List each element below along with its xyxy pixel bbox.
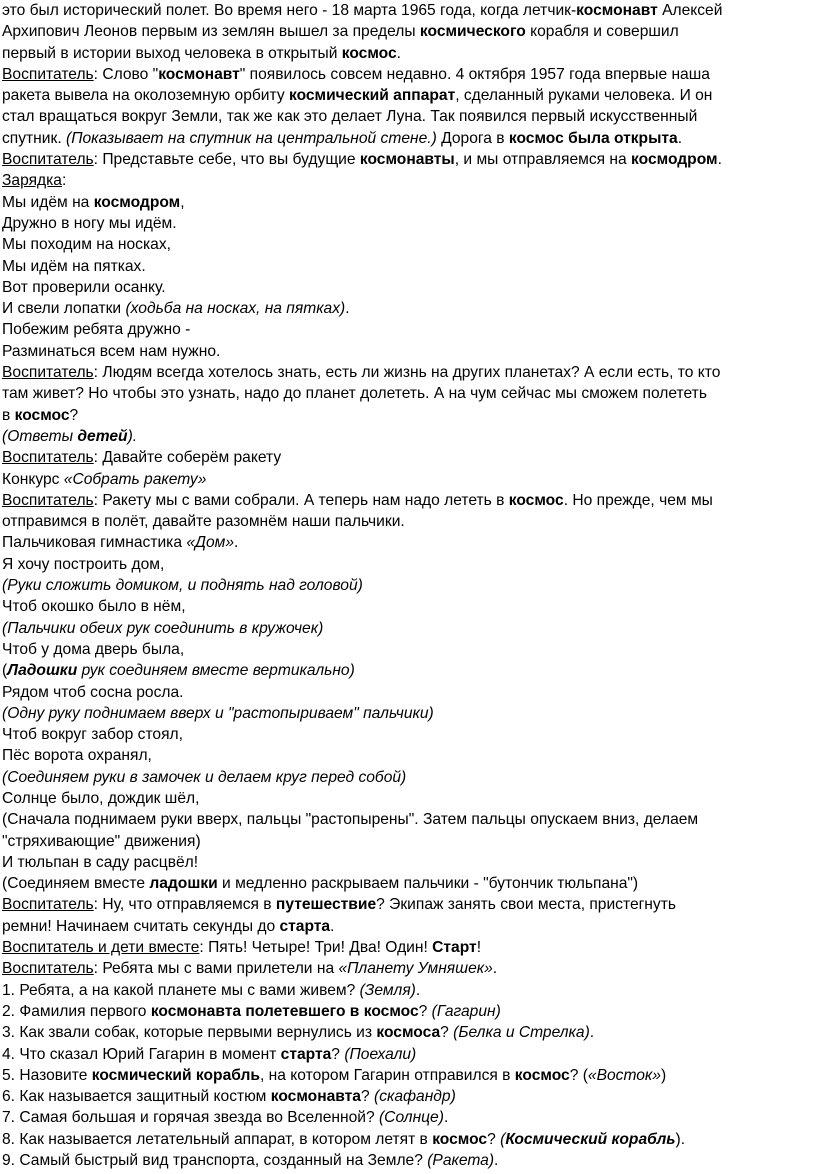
text-run: Дружно в ногу мы идём.: [2, 214, 177, 232]
text-line: [2, 85, 812, 106]
text-run: .: [415, 981, 421, 999]
speaker-label: Воспитатель: [2, 896, 94, 914]
text-run: космического: [419, 23, 526, 41]
text-run: ?: [331, 1045, 345, 1063]
text-line: [2, 618, 812, 639]
text-run: 9. Самый быстрый вид транспорта, созданный на Земле?: [2, 1152, 428, 1170]
text-run: Чтоб окошко было в нём,: [2, 598, 186, 616]
text-run: .: [330, 917, 335, 935]
text-line: [2, 490, 812, 511]
text-run: (Одну руку поднимаем вверх и "растопыриваем" пальчики): [2, 704, 434, 722]
text-line: [2, 788, 812, 809]
text-line: [2, 21, 812, 42]
text-run: космонавт: [576, 2, 658, 19]
text-run: (Руки сложить домиком, и поднять над головой): [2, 577, 363, 595]
text-run: «Дом»: [186, 534, 235, 552]
text-run: (: [500, 1130, 506, 1148]
text-run: путешествие: [275, 896, 377, 914]
text-line: [2, 767, 812, 788]
text-run: Чтоб у дома дверь была,: [2, 640, 185, 658]
text-run: И тюльпан в саду расцвёл!: [2, 853, 199, 871]
speaker-label: Зарядка: [2, 172, 62, 190]
text-line: [2, 980, 812, 1001]
text-run: ): [660, 1066, 667, 1084]
text-run: ).: [675, 1130, 686, 1148]
text-run: спутник.: [2, 129, 66, 147]
text-line: [2, 64, 812, 85]
text-line: [2, 1044, 812, 1065]
text-line: [2, 660, 812, 681]
text-line: [2, 724, 812, 745]
text-run: Солнце было, дождик шёл,: [2, 789, 200, 807]
text-run: Дорога в: [436, 129, 509, 147]
text-run: 3. Как звали собак, которые первыми вернулись из: [2, 1024, 377, 1042]
text-run: «Восток»: [587, 1066, 661, 1084]
speaker-label: Воспитатель: [2, 449, 94, 467]
text-run: Старт: [432, 939, 477, 957]
text-run: 1. Ребята, а на какой планете мы с вами живем?: [2, 981, 360, 999]
text-run: (ходьба на носках, на пятках): [125, 300, 346, 318]
text-line: [2, 256, 812, 277]
text-run: .: [717, 151, 722, 169]
text-run: : Слово ": [93, 65, 159, 83]
text-line: [2, 809, 812, 830]
text-run: ,: [180, 193, 185, 211]
text-line: [2, 1086, 812, 1107]
text-run: Архипович Леонов первым из землян вышел за пределы: [2, 23, 420, 41]
text-run: , сделанный руками человека. И он: [455, 87, 713, 105]
text-run: (Показывает на спутник на центральной стене.): [66, 129, 437, 147]
text-run: космонавта: [270, 1088, 361, 1106]
text-line: [2, 1022, 812, 1043]
text-run: Пальчиковая гимнастика: [2, 534, 187, 552]
text-run: космодром: [93, 193, 181, 211]
text-line: [2, 405, 812, 426]
text-run: : Ребята мы с вами прилетели на: [93, 960, 339, 978]
text-run: ? Экипаж занять свои места, пристегнуть: [376, 896, 676, 914]
text-run: космоса: [376, 1024, 441, 1042]
text-run: космос: [508, 491, 564, 509]
speaker-label: Воспитатель: [2, 151, 94, 169]
text-line: [2, 106, 812, 127]
text-run: (Гагарин): [431, 1002, 501, 1020]
text-run: ?: [440, 1024, 454, 1042]
text-run: космонавт: [158, 65, 240, 83]
text-run: .: [677, 129, 683, 147]
text-run: и медленно раскрываем пальчики - "бутончик тюльпана"): [217, 875, 639, 893]
text-run: .: [396, 44, 402, 62]
text-run: (Ракета): [427, 1152, 495, 1170]
text-line: [2, 319, 812, 340]
text-run: ?: [69, 406, 79, 424]
text-run: космический корабль: [91, 1066, 260, 1084]
text-run: космос: [341, 44, 397, 62]
text-line: [2, 1001, 812, 1022]
text-run: " появилось совсем недавно. 4 октября 1957 года впервые наша: [239, 65, 710, 83]
text-line: [2, 213, 812, 234]
text-line: [2, 1107, 812, 1128]
text-run: Мы походим на носках,: [2, 236, 171, 254]
text-line: [2, 43, 812, 64]
text-line: [2, 234, 812, 255]
text-run: старта: [279, 917, 331, 935]
text-run: Разминаться всем нам нужно.: [2, 342, 221, 360]
text-run: «Собрать ракету»: [63, 470, 207, 488]
text-run: (: [2, 662, 8, 680]
text-run: Рядом чтоб сосна росла.: [2, 683, 184, 701]
text-line: [2, 596, 812, 617]
text-run: космонавты: [359, 151, 455, 169]
text-run: Побежим ребята дружно -: [2, 321, 191, 339]
text-run: (Поехали): [344, 1045, 417, 1063]
text-line: [2, 916, 812, 937]
text-run: : Ракету мы с вами собрали. А теперь нам надо лететь в: [93, 491, 509, 509]
text-run: там живет? Но чтобы это узнать, надо до планет долететь. А на чум сейчас мы сможем полететь: [2, 385, 707, 403]
text-line: [2, 447, 812, 468]
text-run: 7. Самая большая и горячая звезда во Вселенной?: [2, 1109, 379, 1127]
text-run: (Соединяем руки в замочек и делаем круг перед собой): [2, 768, 407, 786]
text-line: [2, 852, 812, 873]
text-run: .: [443, 1109, 449, 1127]
text-run: : Пять! Четыре! Три! Два! Один!: [199, 939, 433, 957]
text-run: (Белка и Стрелка): [453, 1024, 590, 1042]
text-run: (Солнце): [378, 1109, 444, 1127]
text-run: . Но прежде, чем мы: [563, 491, 713, 509]
text-run: .: [589, 1024, 595, 1042]
text-run: (Пальчики обеих рук соединить в кружочек): [2, 619, 324, 637]
text-run: в: [2, 406, 15, 424]
text-run: «Планету Умняшек»: [338, 960, 493, 978]
text-run: старта: [280, 1045, 332, 1063]
text-line: [2, 1150, 812, 1171]
text-run: 2. Фамилия первого: [2, 1002, 151, 1020]
text-run: отправимся в полёт, давайте разомнём наши пальчики.: [2, 513, 405, 531]
text-run: ?: [360, 1088, 374, 1106]
text-line: [2, 192, 812, 213]
text-line: [2, 469, 812, 490]
text-line: [2, 1065, 812, 1086]
text-line: [2, 426, 812, 447]
text-line: [2, 831, 812, 852]
text-run: Чтоб вокруг забор стоял,: [2, 726, 183, 744]
text-run: 5. Назовите: [2, 1066, 92, 1084]
text-run: .: [234, 534, 239, 552]
text-line: [2, 511, 812, 532]
text-run: 4. Что сказал Юрий Гагарин в момент: [2, 1045, 281, 1063]
speaker-label: Воспитатель: [2, 65, 94, 83]
text-run: , и мы отправляемся на: [454, 151, 632, 169]
text-run: : Давайте соберём ракету: [93, 449, 282, 467]
text-run: .: [494, 1152, 499, 1170]
text-run: корабля и совершил: [525, 23, 679, 41]
text-run: !: [476, 939, 482, 957]
text-run: : Ну, что отправляемся в: [93, 896, 276, 914]
text-line: [2, 532, 812, 553]
text-run: :: [61, 172, 67, 190]
text-run: первый в истории выход человека в открытый: [2, 44, 342, 62]
text-run: Я хочу построить дом,: [2, 555, 165, 573]
text-line: [2, 873, 812, 894]
speaker-label: Воспитатель и дети вместе: [2, 939, 200, 957]
text-run: Космический корабль: [505, 1130, 676, 1148]
text-line: [2, 362, 812, 383]
text-run: космос: [14, 406, 70, 424]
text-line: [2, 277, 812, 298]
text-run: Пёс ворота охранял,: [2, 747, 152, 765]
text-line: [2, 554, 812, 575]
text-line: [2, 894, 812, 915]
text-run: (Сначала поднимаем руки вверх, пальцы "растопырены". Затем пальцы опускаем вниз, делаем: [2, 811, 699, 829]
text-line: [2, 682, 812, 703]
text-run: ).: [127, 427, 138, 445]
text-run: ?: [418, 1002, 432, 1020]
text-line: [2, 149, 812, 170]
text-run: космонавта полетевшего в космос: [150, 1002, 419, 1020]
text-line: [2, 128, 812, 149]
text-run: космический аппарат: [288, 87, 456, 105]
text-run: .: [492, 960, 498, 978]
text-line: [2, 1129, 812, 1150]
text-run: Алексей: [657, 2, 723, 19]
text-line: [2, 958, 812, 979]
text-run: .: [345, 300, 350, 318]
text-run: Ладошки: [7, 662, 78, 680]
text-line: [2, 298, 812, 319]
text-run: (Ответы: [2, 427, 78, 445]
text-line: [2, 639, 812, 660]
text-run: : Людям всегда хотелось знать, есть ли жизнь на других планетах? А если есть, то кто: [93, 364, 721, 382]
text-run: стал вращаться вокруг Земли, так же как это делает Луна. Так появился первый искусственный: [2, 108, 698, 126]
text-line: [2, 937, 812, 958]
text-run: ? (: [569, 1066, 588, 1084]
text-run: рук соединяем вместе вертикально): [77, 662, 355, 680]
text-run: это был исторический полет. Во время него - 18 марта 1965 года, когда летчик-: [2, 2, 577, 19]
text-line: [2, 383, 812, 404]
text-run: Мы идём на: [2, 193, 94, 211]
text-run: космос была открыта: [508, 129, 678, 147]
text-run: Конкурс: [2, 470, 64, 488]
speaker-label: Воспитатель: [2, 364, 94, 382]
text-line: [2, 170, 812, 191]
text-run: ремни! Начинаем считать секунды до: [2, 917, 280, 935]
text-run: 8. Как называется летательный аппарат, в котором летят в: [2, 1130, 433, 1148]
text-run: ?: [487, 1130, 501, 1148]
text-run: космос: [432, 1130, 488, 1148]
text-run: (скафандр): [374, 1088, 456, 1106]
text-run: Мы идём на пятках.: [2, 257, 146, 275]
text-run: Вот проверили осанку.: [2, 278, 166, 296]
text-run: : Представьте себе, что вы будущие: [93, 151, 360, 169]
text-run: детей: [77, 427, 128, 445]
text-run: , на котором Гагарин отправился в: [260, 1066, 515, 1084]
text-run: ракета вывела на околоземную орбиту: [2, 87, 289, 105]
text-line: [2, 575, 812, 596]
text-run: "стряхивающие" движения): [2, 832, 201, 850]
text-line: [2, 0, 812, 21]
text-run: (Соединяем вместе: [2, 875, 150, 893]
text-run: (Земля): [359, 981, 416, 999]
text-run: космодром: [631, 151, 718, 169]
text-line: [2, 703, 812, 724]
speaker-label: Воспитатель: [2, 960, 94, 978]
text-line: [2, 341, 812, 362]
text-line: [2, 745, 812, 766]
text-run: космос: [514, 1066, 570, 1084]
speaker-label: Воспитатель: [2, 491, 94, 509]
text-run: 6. Как называется защитный костюм: [2, 1088, 271, 1106]
text-run: И свели лопатки: [2, 300, 126, 318]
text-run: ладошки: [149, 875, 218, 893]
